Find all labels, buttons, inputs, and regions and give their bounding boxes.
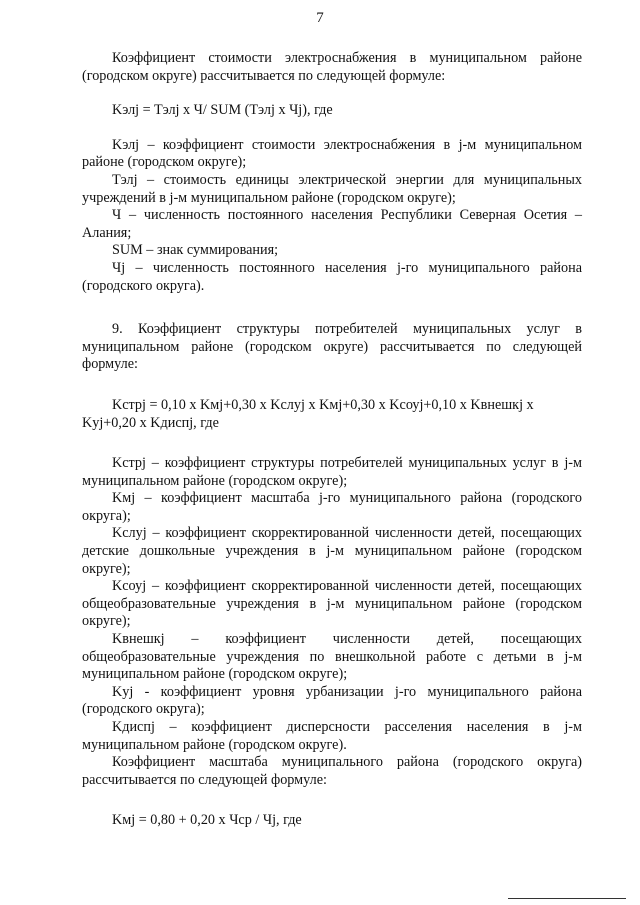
page-number: 7 [316,10,324,26]
document-body [82,50,582,830]
definition-kelj: Kэлj – коэффициент стоимости электроснабжения в j-м муниципальном районе (городском округе); [82,136,582,171]
spacer [82,432,582,455]
definition-kdispj: Kдиспj – коэффициент дисперсности расселения населения в j-м муниципальном районе (городском округе). [82,719,582,753]
formula-scale: Kмj = 0,80 + 0,20 x Чср / Чj, где [112,812,302,829]
definition-kstrj: Kстрj – коэффициент структуры потребителей муниципальных услуг в j-м муниципальном районе (городском округе); [82,455,582,489]
spacer [82,85,582,102]
intro-electricity-paragraph: Коэффициент стоимости электроснабжения в муниципальном районе (городском округе) рассчитывается по следующей формуле: [82,50,582,84]
definition-ch: Ч – численность постоянного населения Республики Северная Осетия – Алания; [82,207,582,241]
definition-telj: Tэлj – стоимость единицы электрической энергии для муниципальных учреждений в j-м муниципальном районе (городском округе); [82,171,582,206]
definition-kvneshkj: Kвнешкj – коэффициент численности детей, посещающих общеобразовательные учреждения по внешкольной работе с детьми в j-м муниципальном районе (городском округе); [82,631,582,683]
spacer [82,295,582,321]
definition-ksluj: Kслуj – коэффициент скорректированной численности детей, посещающих детские дошкольные учреждения в j-м муниципальном районе (городском округе); [82,525,582,577]
spacer [82,120,582,137]
formula-electricity: Kэлj = Tэлj x Ч/ SUM (Tэлj x Чj), где [112,102,333,119]
definition-ksouj: Kсоуj – коэффициент скорректированной численности детей, посещающих общеобразовательные учреждения в j-м муниципальном районе (городском округе); [82,578,582,630]
spacer [82,374,582,397]
definition-chj: Чj – численность постоянного населения j-го муниципального района (городского округа). [82,259,582,294]
formula-structure: Kстрj = 0,10 x Kмj+0,30 x Kслуj x Kмj+0,30 x Kсоуj+0,10 x Kвнешкj x Kуj+0,20 x Kдиспj, где [82,396,534,431]
definition-kmj: Kмj – коэффициент масштаба j-го муниципального района (городского округа); [82,490,582,524]
item-9-paragraph: 9. Коэффициент структуры потребителей муниципальных услуг в муниципальном районе (городском округе) рассчитывается по следующей формуле: [82,321,582,373]
definition-sum: SUM – знак суммирования; [112,242,279,259]
scale-intro-paragraph: Коэффициент масштаба муниципального района (городского округа) рассчитывается по следующей формуле: [82,754,582,788]
definition-kuj: Kуj - коэффициент уровня урбанизации j-го муниципального района (городского округа); [82,683,582,718]
footer-rule [508,898,626,899]
spacer [82,789,582,812]
